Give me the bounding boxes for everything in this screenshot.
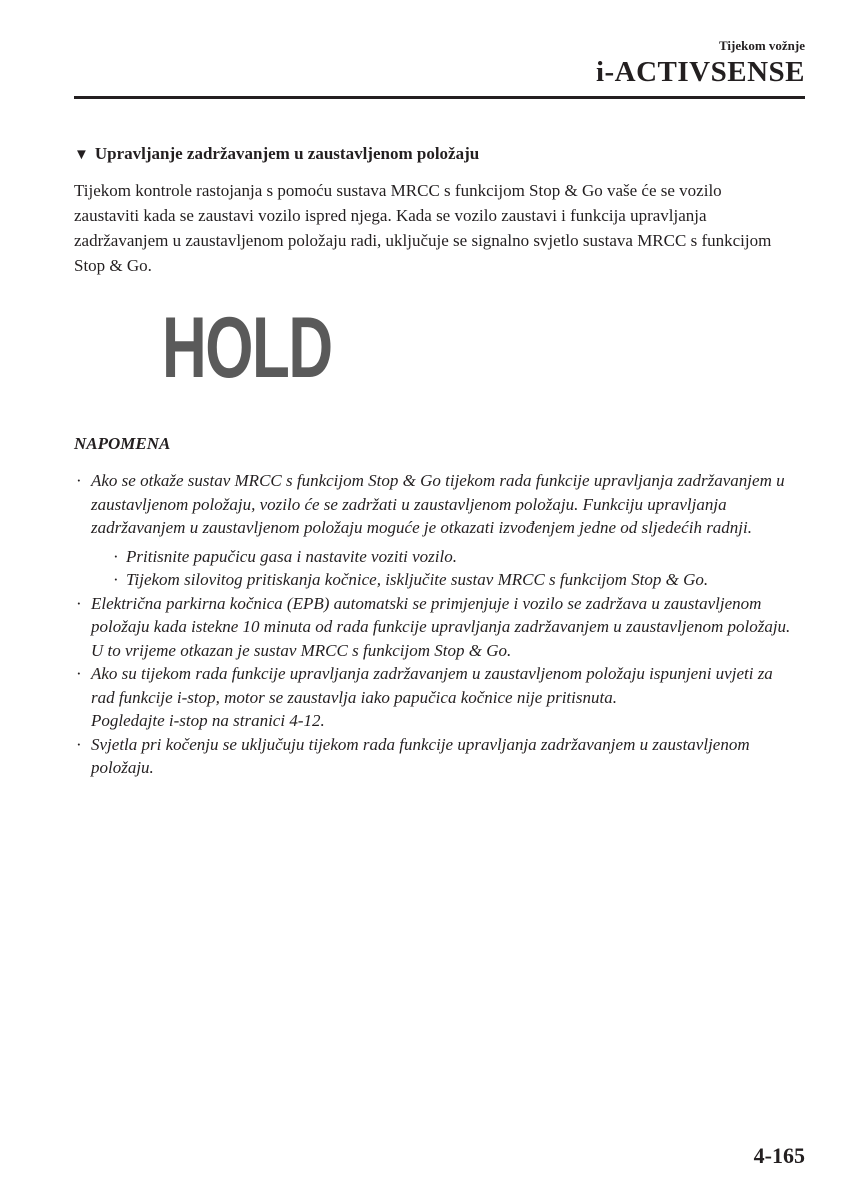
bullet-icon: · (76, 734, 82, 754)
note-item (76, 662, 791, 733)
bullet-icon: · (76, 664, 82, 683)
bullet-icon: · (113, 570, 119, 589)
header-divider (74, 96, 805, 99)
hold-indicator-icon: HOLD (162, 300, 332, 396)
note-sub-item (91, 545, 791, 569)
note-item (76, 469, 791, 592)
note-heading: NAPOMENA (74, 434, 171, 453)
section-heading (74, 144, 479, 164)
note-item-text: Ako se otkaže sustav MRCC s funkcijom Stop & Go tijekom rada funkcije upravljanja zadržavanjem u zaustavljenom položaju, vozilo će se zadržati u zaustavljenom položaju. Funkciju upravljanja zadržavanjem u zaustavljenom položaju moguće je otkazati izvođenjem jedne od sljedećih radnji. (91, 471, 785, 537)
note-list (76, 469, 791, 780)
note-item-text: Svjetla pri kočenju se uključuju tijekom rada funkcije upravljanja zadržavanjem u zaustavljenom položaju. (91, 734, 750, 777)
bullet-icon: · (76, 593, 82, 613)
note-sub-item (91, 568, 791, 592)
section-heading-text: Upravljanje zadržavanjem u zaustavljenom položaju (94, 144, 480, 163)
note-sub-list (91, 545, 791, 592)
bullet-icon: · (76, 471, 82, 490)
note-sub-item-text: Pritisnite papučicu gasa i nastavite voziti vozilo. (126, 546, 457, 566)
intro-paragraph: Tijekom kontrole rastojanja s pomoću sustava MRCC s funkcijom Stop & Go vaše će se vozilo zaustaviti kada se zaustavi vozilo ispred njega. Kada se vozilo zaustavi i funkcija upravljanja zadržavanjem u zaustavljenom položaju radi, uključuje se signalno svjetlo sustava MRCC s funkcijom Stop & Go. (74, 181, 772, 275)
note-item-text: Električna parkirna kočnica (EPB) automatski se primjenjuje i vozilo se zadržava u zaustavljenom položaju kada istekne 10 minuta od rada funkcije upravljanja zadržavanjem u zaustavljenom položaju. U to vrijeme otkazan je sustav MRCC s funkcijom Stop & Go. (91, 593, 791, 660)
bullet-icon: · (113, 546, 119, 566)
page-title: i-ACTIVSENSE (595, 56, 805, 88)
note-item (76, 592, 791, 663)
note-sub-item-text: Tijekom silovitog pritiskanja kočnice, isključite sustav MRCC s funkcijom Stop & Go. (126, 570, 709, 589)
note-item (76, 733, 791, 780)
header-section-label: Tijekom vožnje (718, 38, 805, 53)
page-number: 4-165 (753, 1143, 805, 1168)
page-reference: Pogledajte i-stop na stranici 4-12. (91, 711, 325, 730)
note-item-text: Ako su tijekom rada funkcije upravljanja zadržavanjem u zaustavljenom položaju ispunjeni uvjeti za rad funkcije i-stop, motor se zaustavlja iako papučica kočnice nije pritisnuta. (91, 664, 773, 707)
triangle-down-icon: ▼ (74, 147, 89, 163)
